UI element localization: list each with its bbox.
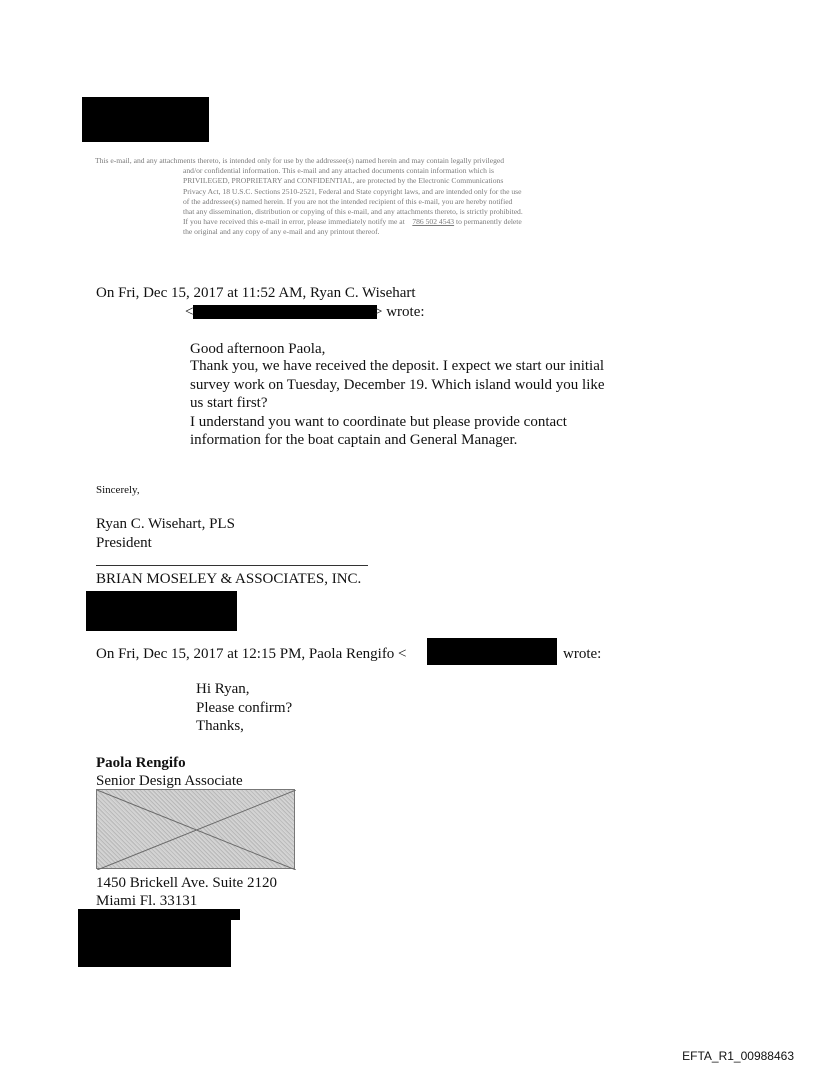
phone-link[interactable]: 786 502 4543 <box>412 217 455 227</box>
redaction-block-top <box>82 97 209 142</box>
email1-body-line: I understand you want to coordinate but please provide contact <box>190 413 567 430</box>
email2-body <box>196 680 292 736</box>
signature2-name: Paola Rengifo <box>96 755 186 771</box>
broken-image-icon <box>97 790 296 870</box>
disclaimer-line <box>183 217 640 227</box>
email1-body-line: us start first? <box>190 395 268 412</box>
redaction-block-mid <box>86 591 237 631</box>
signature2-address1: 1450 Brickell Ave. Suite 2120 <box>96 875 277 891</box>
disclaimer-text: If you have received this e-mail in error, please immediately notify me at <box>183 217 405 227</box>
signature2-address2: Miami Fl. 33131 <box>96 893 198 909</box>
email1-header-line: On Fri, Dec 15, 2017 at 11:52 AM, Ryan C. Wisehart <box>96 285 416 301</box>
email1-body <box>190 357 605 450</box>
email1-header-wrote: > wrote: <box>374 304 425 320</box>
email2-header: On Fri, Dec 15, 2017 at 12:15 PM, Paola Rengifo < <box>96 646 407 662</box>
email2-body-line: Hi Ryan, <box>196 681 250 697</box>
signature1-title: President <box>96 535 152 551</box>
confidentiality-disclaimer <box>95 156 640 238</box>
signature1-company: BRIAN MOSELEY & ASSOCIATES, INC. <box>96 571 362 587</box>
disclaimer-text: to permanently delete <box>456 217 522 227</box>
email1-body-line: survey work on Tuesday, December 19. Which island would you like <box>190 376 605 393</box>
email1-body-line: information for the boat captain and General Manager. <box>190 432 518 449</box>
email1-header-open: < <box>185 304 194 320</box>
redaction-email2-address <box>427 638 557 665</box>
closing: Sincerely, <box>96 484 140 496</box>
email2-header-wrote: wrote: <box>563 646 602 662</box>
document-id: EFTA_R1_00988463 <box>682 1049 794 1063</box>
disclaimer-line: PRIVILEGED, PROPRIETARY and CONFIDENTIAL, are protected by the Electronic Communications <box>183 176 504 186</box>
disclaimer-line: and/or confidential information. This e-mail and any attached documents contain information which is <box>183 166 494 176</box>
email1-greeting: Good afternoon Paola, <box>190 341 326 357</box>
disclaimer-line: of the addressee(s) named herein. If you are not the intended recipient of this e-mail, you are hereby notified <box>183 196 513 206</box>
disclaimer-line: that any dissemination, distribution or copying of this e-mail, and any attachments thereto, is strictly prohibited. <box>183 207 523 217</box>
signature2-title: Senior Design Associate <box>96 773 243 789</box>
signature1-name: Ryan C. Wisehart, PLS <box>96 516 235 532</box>
redaction-email1-address <box>193 305 377 319</box>
disclaimer-line: Privacy Act, 18 U.S.C. Sections 2510-2521, Federal and State copyright laws, and are intended only for the use <box>183 186 522 196</box>
disclaimer-line: This e-mail, and any attachments thereto, is intended only for use by the addressee(s) named herein and may contain legally privileged <box>95 156 505 165</box>
signature-divider <box>96 565 368 566</box>
email1-body-line: Thank you, we have received the deposit. I expect we start our initial <box>190 358 605 374</box>
disclaimer-line: the original and any copy of any e-mail and any printout thereof. <box>183 227 380 237</box>
broken-image-placeholder <box>96 789 295 869</box>
redaction-block-bottom <box>78 918 231 967</box>
email2-body-line: Thanks, <box>196 718 244 735</box>
email2-body-line: Please confirm? <box>196 699 293 716</box>
